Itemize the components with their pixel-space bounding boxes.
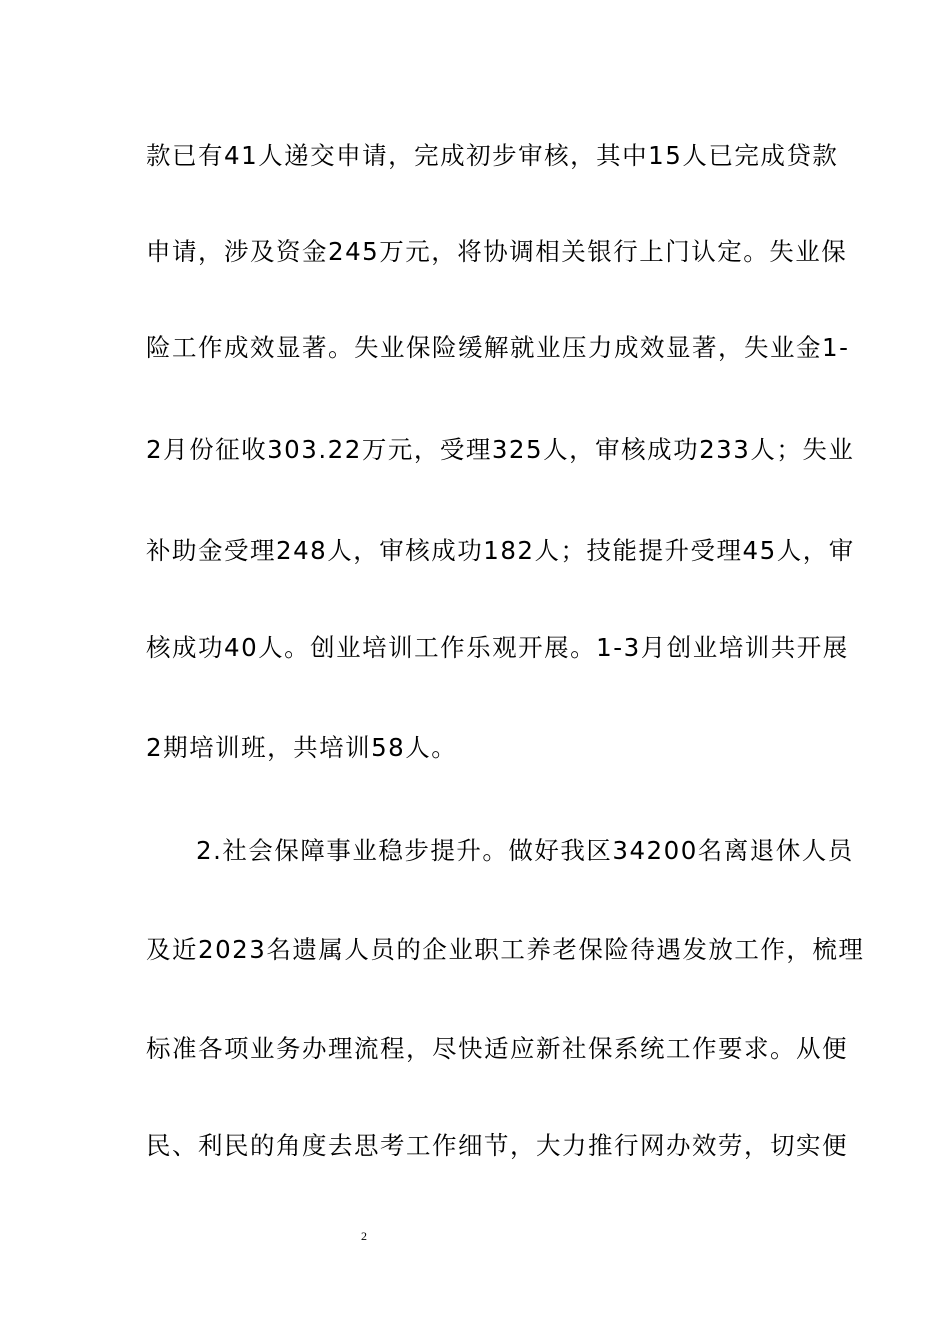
- paragraph-2-line-4: 民、利民的角度去思考工作细节，大力推行网办效劳，切实便: [146, 1131, 848, 1160]
- paragraph-line-6: 核成功40人。创业培训工作乐观开展。1-3月创业培训共开展: [146, 633, 849, 662]
- paragraph-line-1: 款已有41人递交申请，完成初步审核，其中15人已完成贷款: [146, 141, 839, 170]
- paragraph-line-5: 补助金受理248人，审核成功182人；技能提升受理45人，审: [146, 536, 855, 565]
- paragraph-line-3: 险工作成效显著。失业保险缓解就业压力成效显著，失业金1-: [146, 333, 850, 362]
- paragraph-2-line-2: 及近2023名遗属人员的企业职工养老保险待遇发放工作，梳理: [146, 935, 865, 964]
- paragraph-line-2: 申请，涉及资金245万元，将协调相关银行上门认定。失业保: [146, 237, 848, 266]
- paragraph-2-line-3: 标准各项业务办理流程，尽快适应新社保系统工作要求。从便: [146, 1034, 848, 1063]
- paragraph-2-line-1: 2.社会保障事业稳步提升。做好我区34200名离退休人员: [196, 836, 854, 865]
- paragraph-line-4: 2月份征收303.22万元，受理325人，审核成功233人；失业: [146, 435, 855, 464]
- page-number: 2: [361, 1229, 367, 1243]
- paragraph-line-7: 2期培训班，共培训58人。: [146, 733, 458, 762]
